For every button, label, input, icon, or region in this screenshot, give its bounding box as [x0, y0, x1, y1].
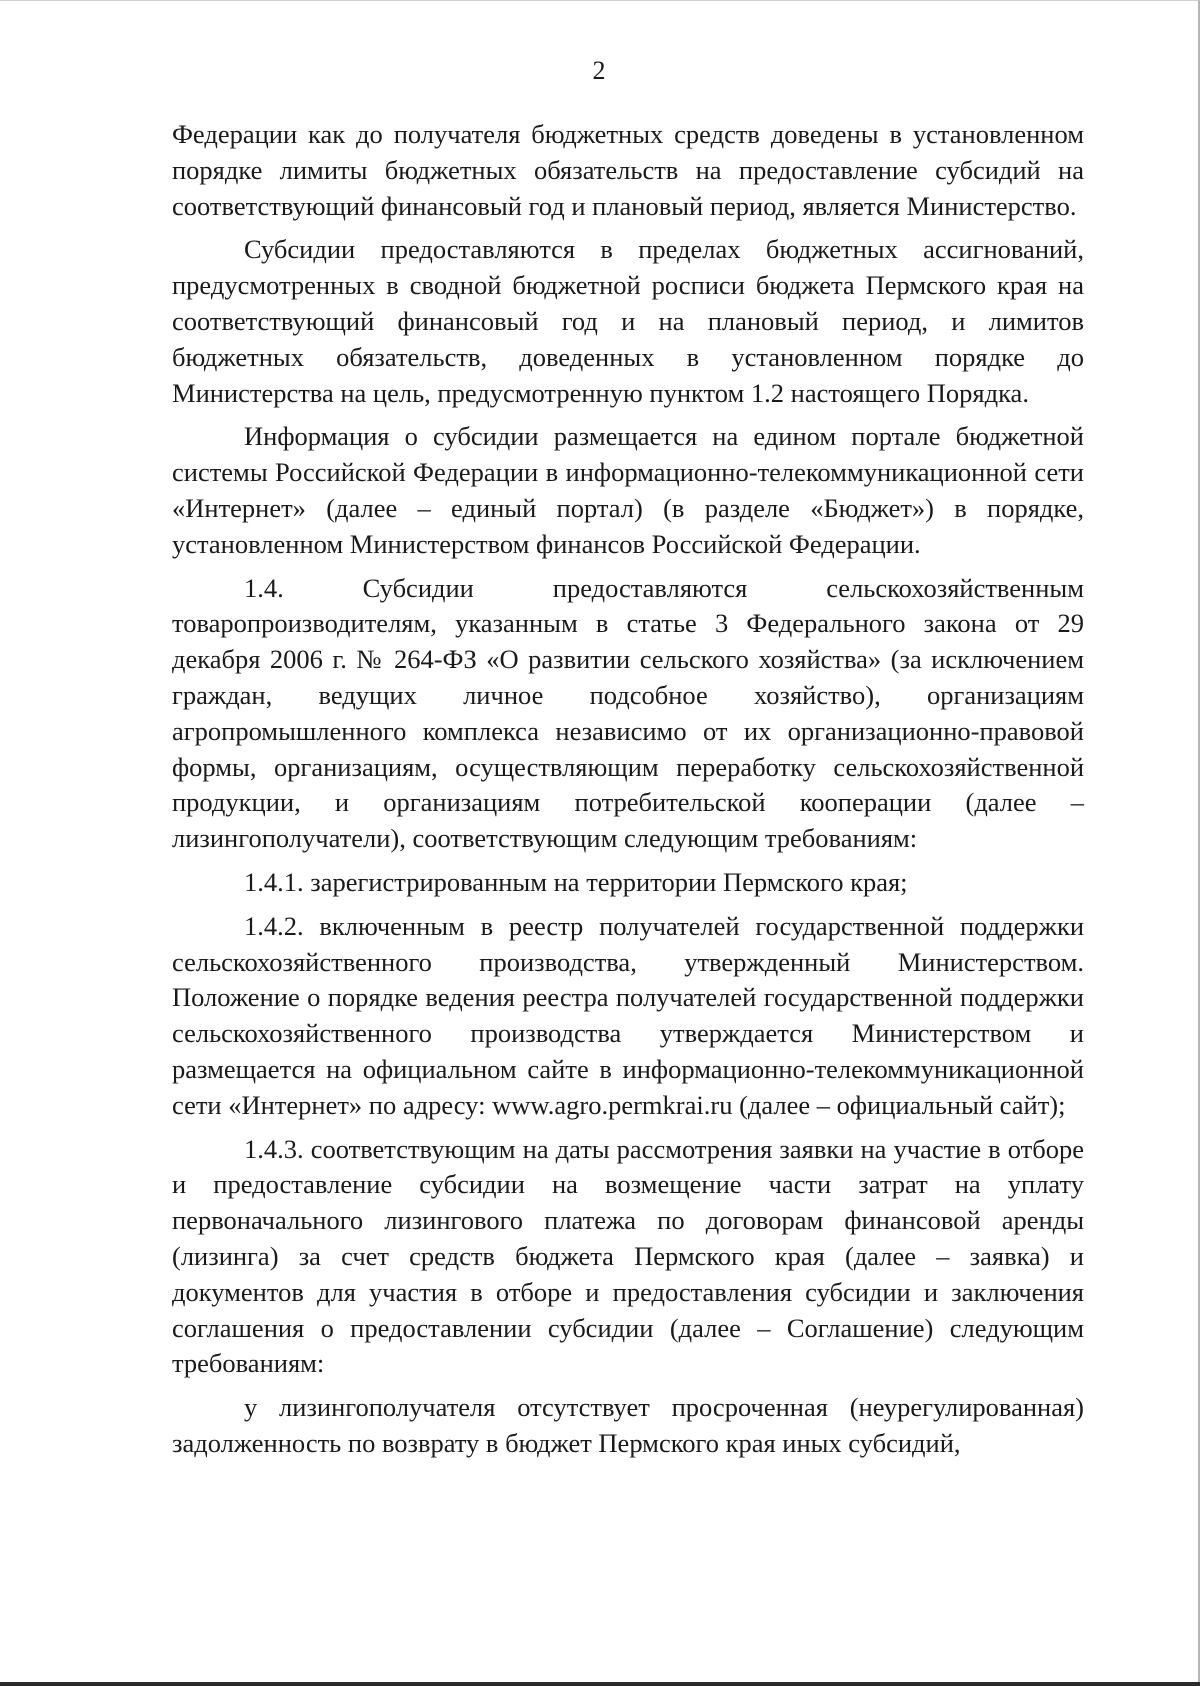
paragraph-debt-requirement: у лизингополучателя отсутствует просроченная (неурегулированная) задолженность по возврату в бюджет Пермского края иных субсидий,	[172, 1392, 1084, 1458]
paragraph-portal-info: Информация о субсидии размещается на едином портале бюджетной системы Российской Федерации в информационно-телекоммуникационной сети «Интернет» (далее – единый портал) (в разделе «Бюджет») в порядке, установленном Министерством финансов Российской Федерации.	[172, 421, 1084, 559]
paragraph-subsidy-limits: Субсидии предоставляются в пределах бюджетных ассигнований, предусмотренных в сводной бюджетной росписи бюджета Пермского края на соответствующий финансовый год и на плановый период, и лимитов бюджетных обязательств, доведенных в установленном порядке до Министерства на цель, предусмотренную пунктом 1.2 настоящего Порядка.	[172, 234, 1084, 408]
paragraph-continuation: Федерации как до получателя бюджетных средств доведены в установленном порядке лимиты бюджетных обязательств на предоставление субсидий на соответствующий финансовый год и плановый период, является Министерство.	[172, 119, 1084, 221]
document-body	[172, 117, 1084, 1462]
scan-bottom-edge	[0, 1682, 1200, 1686]
clause-1-4: 1.4. Субсидии предоставляются сельскохозяйственным товаропроизводителям, указанным в статье 3 Федерального закона от 29 декабря 2006 г. № 264-ФЗ «О развитии сельского хозяйства» (за исключением граждан, ведущих личное подсобное хозяйство), организациям агропромышленного комплекса независимо от их организационно-правовой формы, организациям, осуществляющим переработку сельскохозяйственной продукции, и организациям потребительской кооперации (далее – лизингополучатели), соответствующим следующим требованиям:	[172, 572, 1084, 854]
clause-1-4-2: 1.4.2. включенным в реестр получателей государственной поддержки сельскохозяйственного производства, утвержденный Министерством. Положение о порядке ведения реестра получателей государственной поддержки сельскохозяйственного производства утверждается Министерством и размещается на официальном сайте в информационно-телекоммуникационной сети «Интернет» по адресу: www.agro.permkrai.ru (далее – официальный сайт);	[172, 910, 1084, 1120]
clause-1-4-1: 1.4.1. зарегистрированным на территории Пермского края;	[244, 866, 908, 897]
clause-1-4-3: 1.4.3. соответствующим на даты рассмотрения заявки на участие в отборе и предоставление субсидии на возмещение части затрат на уплату первоначального лизингового платежа по договорам финансовой аренды (лизинга) за счет средств бюджета Пермского края (далее – заявка) и документов для участия в отборе и предоставления субсидии и заключения соглашения о предоставлении субсидии (далее – Соглашение) следующим требованиям:	[172, 1133, 1084, 1379]
page-number: 2	[592, 56, 606, 85]
